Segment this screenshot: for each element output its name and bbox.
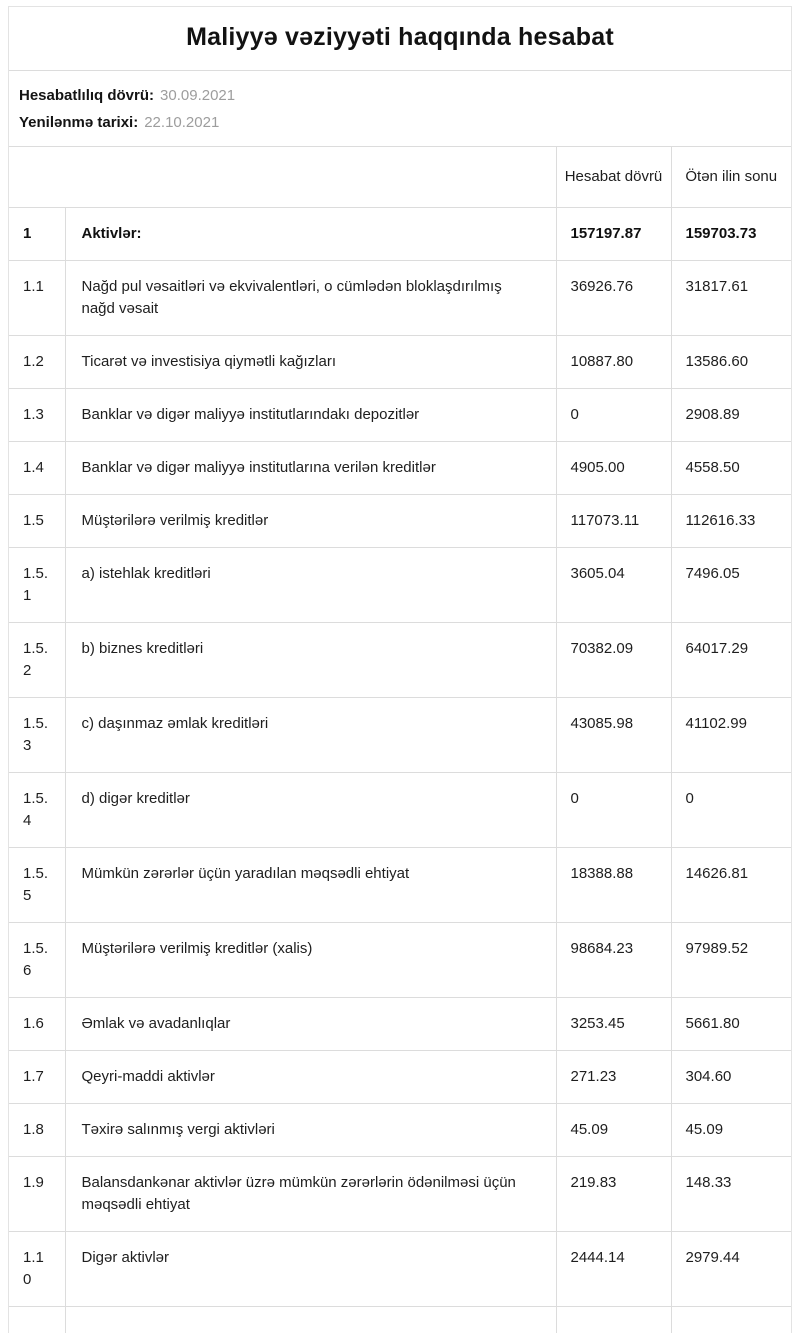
table-row xyxy=(9,495,791,548)
table-row xyxy=(9,848,791,923)
cell-code: 1.5 xyxy=(9,495,65,548)
table-row xyxy=(9,773,791,848)
update-date-value: 22.10.2021 xyxy=(144,114,220,131)
cell-code: 1.9 xyxy=(9,1157,65,1232)
cell-current: 43085.98 xyxy=(556,698,671,773)
cell-previous: 41102.99 xyxy=(671,698,791,773)
report-period-line xyxy=(19,85,781,107)
cell-name: Nağd pul vəsaitləri və ekvivalentləri, o cümlədən bloklaşdırılmış nağd vəsait xyxy=(65,261,556,336)
cell-name: b) biznes kreditləri xyxy=(65,623,556,698)
table-head xyxy=(9,147,791,208)
financial-position-table xyxy=(9,146,791,1333)
cell-previous: 45.09 xyxy=(671,1104,791,1157)
cell-current: 219.83 xyxy=(556,1157,671,1232)
cell-previous: 2908.89 xyxy=(671,389,791,442)
table-row xyxy=(9,261,791,336)
cell-current: 10887.80 xyxy=(556,336,671,389)
cell-current: 0 xyxy=(556,773,671,848)
cell-previous: 148.33 xyxy=(671,1157,791,1232)
page-title: Maliyyə vəziyyəti haqqında hesabat xyxy=(186,23,614,51)
cell-name: Mümkün zərərlər üçün yaradılan məqsədli ehtiyat xyxy=(65,848,556,923)
cell-code: 1.5.5 xyxy=(9,848,65,923)
cell-previous: 304.60 xyxy=(671,1051,791,1104)
cell-name: a) istehlak kreditləri xyxy=(65,548,556,623)
cell-code: 1.7 xyxy=(9,1051,65,1104)
cell-current: 3605.04 xyxy=(556,548,671,623)
report-period-label: Hesabatlılıq dövrü: xyxy=(19,87,155,104)
cell-code: 1.5.2 xyxy=(9,623,65,698)
cell-current: 2444.14 xyxy=(556,1232,671,1307)
cell-current: 4905.00 xyxy=(556,442,671,495)
cell-name: d) digər kreditlər xyxy=(65,773,556,848)
update-date-label: Yenilənmə tarixi: xyxy=(19,114,139,131)
cell-previous: 159703.73 xyxy=(671,208,791,261)
report-header xyxy=(9,7,791,71)
cell-code: 1.5.6 xyxy=(9,923,65,998)
cell-code: 1.1 xyxy=(9,261,65,336)
table-row xyxy=(9,923,791,998)
cell-code: 1.5.4 xyxy=(9,773,65,848)
table-row xyxy=(9,623,791,698)
cell-code: 1.10 xyxy=(9,1232,65,1307)
cell-previous: 4558.50 xyxy=(671,442,791,495)
cell-code: 1.5.3 xyxy=(9,698,65,773)
table-row xyxy=(9,208,791,261)
cell-name: Aktivlər: xyxy=(65,208,556,261)
cell-code: 1 xyxy=(9,208,65,261)
cell-name: Ticarət və investisiya qiymətli kağızları xyxy=(65,336,556,389)
header-current-period: Hesabat dövrü xyxy=(556,147,671,208)
table-row xyxy=(9,548,791,623)
cell-current: 70382.09 xyxy=(556,623,671,698)
cell-name: Əmlak və avadanlıqlar xyxy=(65,998,556,1051)
table-header-row xyxy=(9,147,791,208)
cell-previous: 2979.44 xyxy=(671,1232,791,1307)
cell-code: 1.8 xyxy=(9,1104,65,1157)
report-page xyxy=(8,6,792,1333)
cell-name xyxy=(65,1307,556,1333)
header-previous-year-end: Ötən ilin sonu xyxy=(671,147,791,208)
cell-name: Banklar və digər maliyyə institutlarındakı depozitlər xyxy=(65,389,556,442)
table-row xyxy=(9,1104,791,1157)
cell-current xyxy=(556,1307,671,1333)
table-row xyxy=(9,442,791,495)
cell-name: Banklar və digər maliyyə institutlarına verilən kreditlər xyxy=(65,442,556,495)
table-row xyxy=(9,1051,791,1104)
table-row xyxy=(9,1157,791,1232)
cell-code: 1.4 xyxy=(9,442,65,495)
header-name-empty xyxy=(65,147,556,208)
cell-name: c) daşınmaz əmlak kreditləri xyxy=(65,698,556,773)
table-body xyxy=(9,208,791,1307)
cell-name: Digər aktivlər xyxy=(65,1232,556,1307)
cell-previous: 13586.60 xyxy=(671,336,791,389)
cell-previous: 0 xyxy=(671,773,791,848)
cell-code: 1.5.1 xyxy=(9,548,65,623)
cell-code: 1.3 xyxy=(9,389,65,442)
header-code-empty xyxy=(9,147,65,208)
cell-code xyxy=(9,1307,65,1333)
cell-previous: 7496.05 xyxy=(671,548,791,623)
cell-name: Müştərilərə verilmiş kreditlər (xalis) xyxy=(65,923,556,998)
cell-current: 157197.87 xyxy=(556,208,671,261)
cell-current: 117073.11 xyxy=(556,495,671,548)
report-period-value: 30.09.2021 xyxy=(160,87,236,104)
cell-name: Qeyri-maddi aktivlər xyxy=(65,1051,556,1104)
table-row-partial xyxy=(9,1307,791,1333)
table-row xyxy=(9,336,791,389)
table-body-clipped xyxy=(9,1307,791,1333)
update-date-line xyxy=(19,112,781,134)
cell-name: Müştərilərə verilmiş kreditlər xyxy=(65,495,556,548)
cell-previous: 5661.80 xyxy=(671,998,791,1051)
cell-name: Balansdankənar aktivlər üzrə mümkün zərərlərin ödənilməsi üçün məqsədli ehtiyat xyxy=(65,1157,556,1232)
cell-previous xyxy=(671,1307,791,1333)
cell-current: 3253.45 xyxy=(556,998,671,1051)
cell-previous: 112616.33 xyxy=(671,495,791,548)
cell-current: 45.09 xyxy=(556,1104,671,1157)
cell-code: 1.2 xyxy=(9,336,65,389)
cell-name: Təxirə salınmış vergi aktivləri xyxy=(65,1104,556,1157)
cell-current: 271.23 xyxy=(556,1051,671,1104)
table-row xyxy=(9,698,791,773)
cell-current: 98684.23 xyxy=(556,923,671,998)
cell-previous: 64017.29 xyxy=(671,623,791,698)
cell-previous: 97989.52 xyxy=(671,923,791,998)
cell-current: 0 xyxy=(556,389,671,442)
table-row xyxy=(9,998,791,1051)
table-row xyxy=(9,1232,791,1307)
cell-previous: 31817.61 xyxy=(671,261,791,336)
cell-current: 36926.76 xyxy=(556,261,671,336)
cell-current: 18388.88 xyxy=(556,848,671,923)
meta-section xyxy=(9,71,791,146)
table-row xyxy=(9,389,791,442)
cell-previous: 14626.81 xyxy=(671,848,791,923)
cell-code: 1.6 xyxy=(9,998,65,1051)
